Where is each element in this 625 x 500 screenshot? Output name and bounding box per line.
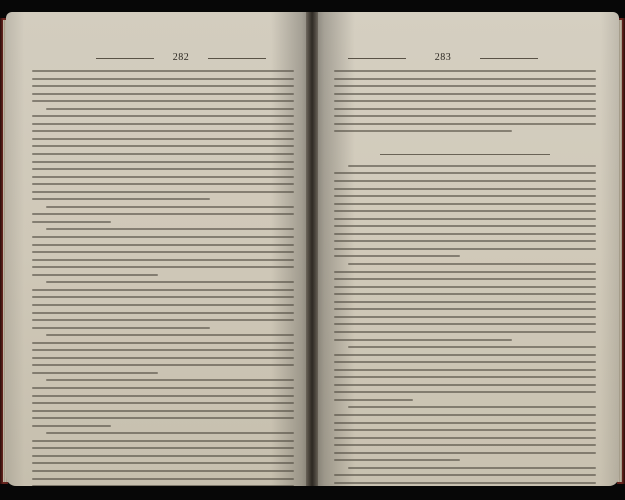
text-line xyxy=(32,372,158,374)
text-line xyxy=(334,93,596,95)
right-page-header xyxy=(348,52,538,64)
text-line xyxy=(334,85,596,87)
text-line xyxy=(32,395,294,397)
text-line xyxy=(334,233,596,235)
text-line xyxy=(46,432,294,434)
text-line xyxy=(334,399,413,401)
text-line xyxy=(32,138,294,140)
book-gutter xyxy=(306,12,318,486)
text-line xyxy=(348,406,596,408)
text-line xyxy=(334,308,596,310)
text-line xyxy=(32,168,294,170)
text-line xyxy=(334,437,596,439)
text-line xyxy=(334,429,596,431)
text-line xyxy=(32,425,111,427)
text-line xyxy=(334,459,460,461)
text-line xyxy=(32,478,294,480)
text-line xyxy=(334,210,596,212)
left-page-body xyxy=(32,70,294,486)
text-line xyxy=(334,482,596,484)
text-line xyxy=(46,379,294,381)
text-line xyxy=(334,248,596,250)
text-line xyxy=(334,339,512,341)
text-line xyxy=(32,123,294,125)
text-line xyxy=(334,100,596,102)
text-line xyxy=(32,342,294,344)
text-line xyxy=(32,455,294,457)
text-line xyxy=(32,259,294,261)
text-line xyxy=(32,266,294,268)
text-line xyxy=(334,331,596,333)
text-line xyxy=(334,195,596,197)
text-line xyxy=(334,271,596,273)
text-line xyxy=(32,213,294,215)
text-line xyxy=(334,444,596,446)
left-page xyxy=(6,12,314,486)
text-line xyxy=(32,319,294,321)
text-line xyxy=(334,316,596,318)
text-line xyxy=(32,85,294,87)
section-separator xyxy=(380,154,550,155)
text-line xyxy=(32,402,294,404)
text-line xyxy=(32,440,294,442)
left-page-header xyxy=(96,52,266,64)
text-line xyxy=(32,251,294,253)
text-line xyxy=(334,78,596,80)
text-line xyxy=(334,391,596,393)
text-line xyxy=(334,384,596,386)
text-line xyxy=(334,255,460,257)
text-line xyxy=(32,70,294,72)
text-line xyxy=(32,130,294,132)
text-line xyxy=(348,346,596,348)
text-line xyxy=(32,327,210,329)
text-line xyxy=(348,467,596,469)
text-line xyxy=(334,452,596,454)
text-line xyxy=(32,357,294,359)
text-line xyxy=(32,462,294,464)
text-line xyxy=(32,364,294,366)
text-line xyxy=(32,93,294,95)
text-line xyxy=(334,301,596,303)
text-line xyxy=(32,244,294,246)
text-line xyxy=(32,296,294,298)
text-line xyxy=(32,470,294,472)
right-page-number: 283 xyxy=(434,52,452,63)
text-line xyxy=(334,414,596,416)
text-line xyxy=(32,447,294,449)
text-line xyxy=(334,203,596,205)
text-line xyxy=(32,349,294,351)
text-line xyxy=(334,369,596,371)
text-line xyxy=(32,304,294,306)
text-line xyxy=(32,274,158,276)
right-page-body xyxy=(334,70,596,486)
header-rule-right xyxy=(208,58,266,59)
text-line xyxy=(32,176,294,178)
text-line xyxy=(334,422,596,424)
left-page-number: 282 xyxy=(172,52,190,63)
text-line xyxy=(46,206,294,208)
text-line xyxy=(348,263,596,265)
text-line xyxy=(334,323,596,325)
text-line xyxy=(334,474,596,476)
text-line xyxy=(334,354,596,356)
text-line xyxy=(334,218,596,220)
text-line xyxy=(334,123,596,125)
text-line xyxy=(32,410,294,412)
text-line xyxy=(32,78,294,80)
text-line xyxy=(334,188,596,190)
text-line xyxy=(334,225,596,227)
text-line xyxy=(334,240,596,242)
text-line xyxy=(32,191,294,193)
text-line xyxy=(46,228,294,230)
text-line xyxy=(32,183,294,185)
text-line xyxy=(334,293,596,295)
text-line xyxy=(334,278,596,280)
right-page xyxy=(312,12,619,486)
text-line xyxy=(46,281,294,283)
text-line xyxy=(334,115,596,117)
text-line xyxy=(32,221,111,223)
text-line xyxy=(334,361,596,363)
text-line xyxy=(334,70,596,72)
text-line xyxy=(334,130,512,132)
text-line xyxy=(46,334,294,336)
text-line xyxy=(32,312,294,314)
text-line xyxy=(32,161,294,163)
text-line xyxy=(32,387,294,389)
text-line xyxy=(32,289,294,291)
text-line xyxy=(32,100,294,102)
text-line xyxy=(334,286,596,288)
text-line xyxy=(334,108,596,110)
text-line xyxy=(348,165,596,167)
text-line xyxy=(46,108,294,110)
text-line xyxy=(32,485,294,486)
text-line xyxy=(32,115,294,117)
text-line xyxy=(334,376,596,378)
paragraph-gap xyxy=(334,138,596,148)
text-line xyxy=(32,417,294,419)
text-line xyxy=(334,180,596,182)
text-line xyxy=(32,198,210,200)
header-rule-right xyxy=(480,58,538,59)
text-line xyxy=(32,145,294,147)
text-line xyxy=(32,153,294,155)
text-line xyxy=(32,236,294,238)
text-line xyxy=(334,172,596,174)
